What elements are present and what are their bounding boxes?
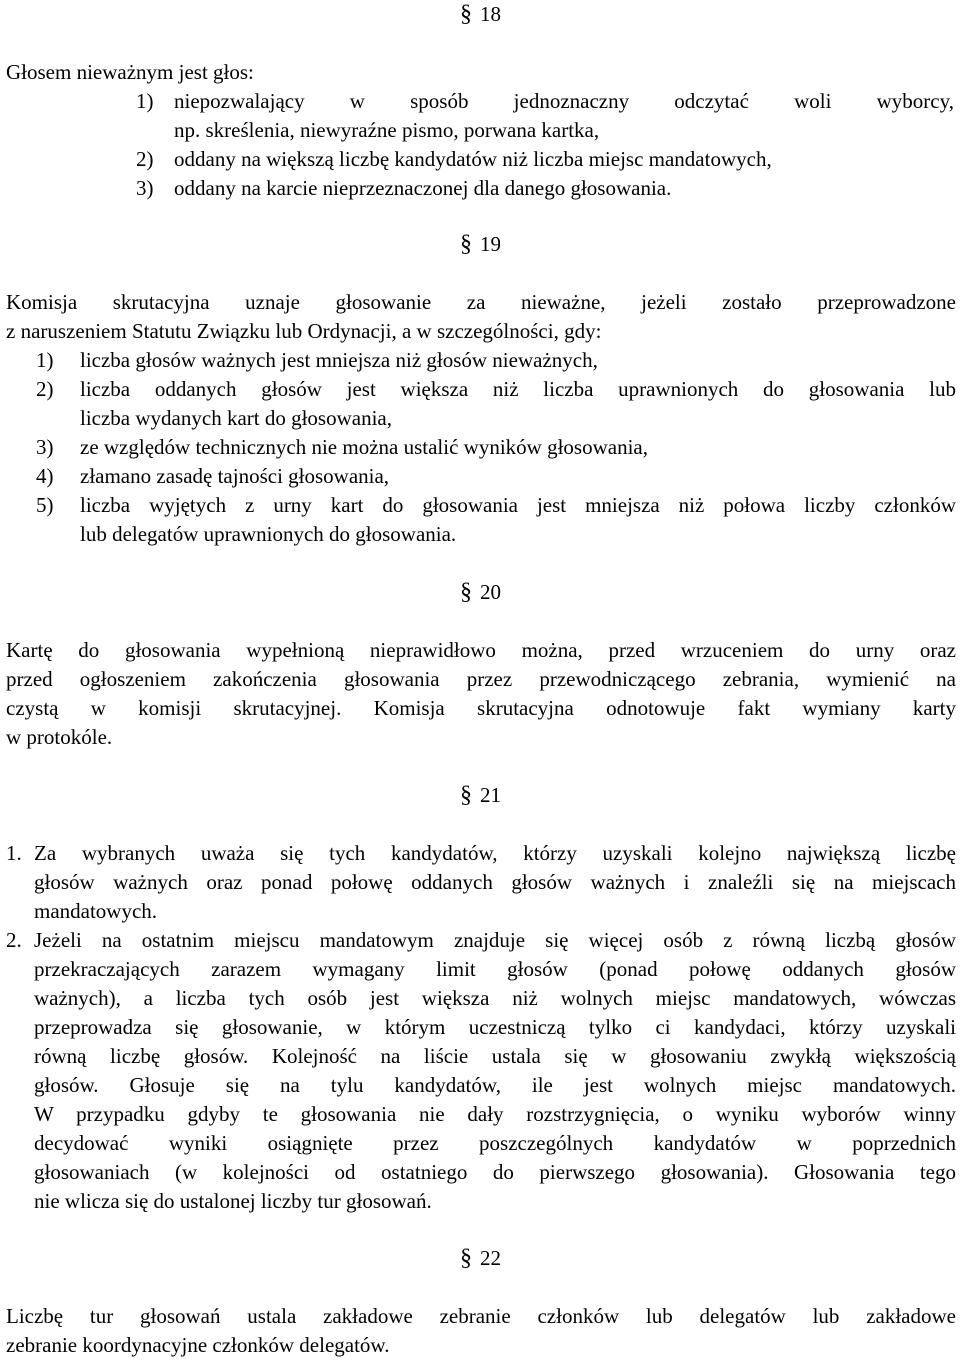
paragraph-line: Jeżeli na ostatnim miejscu mandatowym znajduje się więcej osób z równą liczbą głosów bbox=[34, 928, 956, 952]
paragraph-number: 2. bbox=[6, 928, 22, 952]
paragraph-line: ważnych), a liczba tych osób jest większa niż wolnych miejsc mandatowych, wówczas bbox=[34, 986, 956, 1010]
section-21-heading bbox=[460, 781, 501, 810]
section-number: 21 bbox=[480, 783, 501, 807]
section-19-intro: z naruszeniem Statutu Związku lub Ordynacji, a w szczególności, gdy: bbox=[6, 319, 602, 343]
paragraph-line: Za wybranych uważa się tych kandydatów, którzy uzyskali kolejno największą liczbę bbox=[34, 841, 956, 865]
section-number: 18 bbox=[480, 2, 501, 26]
list-item-number: 2) bbox=[36, 377, 54, 401]
list-item-text: liczba oddanych głosów jest większa niż liczba uprawnionych do głosowania lub bbox=[80, 377, 956, 401]
list-item-number: 3) bbox=[36, 435, 54, 459]
section-22-text-line: Liczbę tur głosowań ustala zakładowe zebranie członków lub delegatów lub zakładowe bbox=[6, 1304, 956, 1328]
section-20-text-line: czystą w komisji skrutacyjnej. Komisja skrutacyjna odnotowuje fakt wymiany karty bbox=[6, 696, 956, 720]
section-symbol: § bbox=[460, 1245, 472, 1271]
list-item-text: oddany na karcie nieprzeznaczonej dla danego głosowania. bbox=[174, 176, 672, 200]
section-18-intro: Głosem nieważnym jest głos: bbox=[6, 60, 254, 84]
list-item-text: np. skreślenia, niewyraźne pismo, porwana kartka, bbox=[174, 118, 600, 142]
paragraph-line: mandatowych. bbox=[34, 899, 158, 923]
list-item-number: 4) bbox=[36, 464, 54, 488]
list-item-text: lub delegatów uprawnionych do głosowania. bbox=[80, 522, 457, 546]
paragraph-line: W przypadku gdyby te głosowania nie dały rozstrzygnięcia, o wyniku wyborów winny bbox=[34, 1102, 956, 1126]
section-20-text-line: przed ogłoszeniem zakończenia głosowania przez przewodniczącego zebrania, wymienić na bbox=[6, 667, 956, 691]
paragraph-line: głosowaniach (w kolejności od ostatniego do pierwszego głosowania). Głosowania tego bbox=[34, 1160, 956, 1184]
list-item-text: niepozwalający w sposób jednoznaczny odczytać woli wyborcy, bbox=[174, 89, 954, 113]
list-item-number: 3) bbox=[136, 176, 154, 200]
list-item-text: ze względów technicznych nie można ustalić wyników głosowania, bbox=[80, 435, 648, 459]
paragraph-line: równą liczbę głosów. Kolejność na liście ustala się w głosowaniu zwykłą większością bbox=[34, 1044, 956, 1068]
section-22-heading bbox=[460, 1244, 501, 1273]
list-item-text: liczba wyjętych z urny kart do głosowania jest mniejsza niż połowa liczby członków bbox=[80, 493, 956, 517]
list-item-text: liczba głosów ważnych jest mniejsza niż głosów nieważnych, bbox=[80, 348, 598, 372]
paragraph-number: 1. bbox=[6, 841, 22, 865]
paragraph-line: przekraczających zarazem wymagany limit głosów (ponad połowę oddanych głosów bbox=[34, 957, 956, 981]
section-19-intro: Komisja skrutacyjna uznaje głosowanie za nieważne, jeżeli zostało przeprowadzone bbox=[6, 290, 956, 314]
list-item-text: oddany na większą liczbę kandydatów niż liczba miejsc mandatowych, bbox=[174, 147, 772, 171]
paragraph-line: decydować wyniki osiągnięte przez poszczególnych kandydatów w poprzednich bbox=[34, 1131, 956, 1155]
list-item-text: liczba wydanych kart do głosowania, bbox=[80, 406, 392, 430]
section-20-text-line: w protokóle. bbox=[6, 725, 113, 749]
section-symbol: § bbox=[460, 782, 472, 808]
paragraph-line: nie wlicza się do ustalonej liczby tur głosowań. bbox=[34, 1189, 432, 1213]
section-symbol: § bbox=[460, 579, 472, 605]
list-item-number: 2) bbox=[136, 147, 154, 171]
section-symbol: § bbox=[460, 231, 472, 257]
section-number: 22 bbox=[480, 1246, 501, 1270]
section-22-text-line: zebranie koordynacyjne członków delegatów. bbox=[6, 1333, 390, 1357]
list-item-number: 5) bbox=[36, 493, 54, 517]
section-19-heading bbox=[460, 230, 501, 259]
list-item-number: 1) bbox=[136, 89, 154, 113]
list-item-number: 1) bbox=[36, 348, 54, 372]
section-18-heading bbox=[460, 0, 501, 29]
paragraph-line: głosów. Głosuje się na tylu kandydatów, ile jest wolnych miejsc mandatowych. bbox=[34, 1073, 956, 1097]
list-item-text: złamano zasadę tajności głosowania, bbox=[80, 464, 390, 488]
section-number: 19 bbox=[480, 232, 501, 256]
section-20-text-line: Kartę do głosowania wypełnioną nieprawidłowo można, przed wrzuceniem do urny oraz bbox=[6, 638, 956, 662]
paragraph-line: przeprowadza się głosowanie, w którym uczestniczą tylko ci kandydaci, którzy uzyskali bbox=[34, 1015, 956, 1039]
section-number: 20 bbox=[480, 580, 501, 604]
section-symbol: § bbox=[460, 1, 472, 27]
section-20-heading bbox=[460, 578, 501, 607]
paragraph-line: głosów ważnych oraz ponad połowę oddanych głosów ważnych i znaleźli się na miejscach bbox=[34, 870, 956, 894]
